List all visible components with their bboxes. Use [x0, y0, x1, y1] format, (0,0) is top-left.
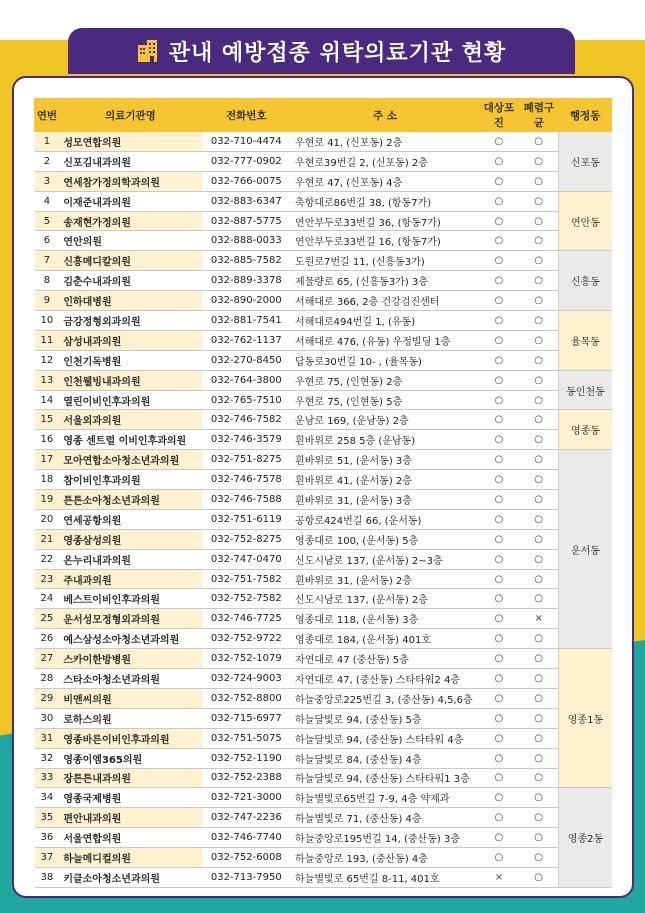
pneumococcal-mark: ○ [519, 509, 559, 529]
clinic-table [34, 98, 612, 888]
phone-number: 032-746-3579 [202, 430, 292, 450]
clinic-name: 인하대병원 [59, 291, 201, 311]
clinic-name: 서울연합의원 [59, 828, 201, 848]
clinic-name: 키클소아청소년과의원 [59, 867, 201, 887]
address: 축항대로86번길 38, (항동7가) [291, 191, 479, 211]
phone-number: 032-762-1137 [202, 330, 292, 350]
phone-number: 032-888-0033 [202, 231, 292, 251]
table-row [35, 788, 612, 808]
row-number: 4 [35, 191, 60, 211]
shingles-mark: × [479, 867, 519, 887]
shingles-mark: ○ [479, 748, 519, 768]
shingles-mark: ○ [479, 211, 519, 231]
phone-number: 032-881-7541 [202, 311, 292, 331]
table-row [35, 828, 612, 848]
header-pneumococcal: 폐렴구균 [519, 99, 559, 132]
phone-number: 032-890-2000 [202, 291, 292, 311]
dong-cell: 동인천동 [559, 370, 612, 410]
clinic-name: 금강정형외과의원 [59, 311, 201, 331]
row-number: 20 [35, 509, 60, 529]
phone-number: 032-752-8800 [202, 688, 292, 708]
phone-number: 032-766-0075 [202, 171, 292, 191]
pneumococcal-mark: ○ [519, 529, 559, 549]
phone-number: 032-751-6119 [202, 509, 292, 529]
clinic-name: 영종바른이비인후과의원 [59, 728, 201, 748]
pneumococcal-mark: × [519, 609, 559, 629]
row-number: 33 [35, 768, 60, 788]
shingles-mark: ○ [479, 231, 519, 251]
address: 연안부두로33번길 36, (항동7가) [291, 211, 479, 231]
table-row [35, 430, 612, 450]
pneumococcal-mark: ○ [519, 688, 559, 708]
clinic-name: 연세공항의원 [59, 509, 201, 529]
shingles-mark: ○ [479, 509, 519, 529]
phone-number: 032-765-7510 [202, 390, 292, 410]
address: 제물량로 65, (신흥동3가) 3층 [291, 271, 479, 291]
clinic-name: 인천기독병원 [59, 350, 201, 370]
table-row [35, 629, 612, 649]
shingles-mark: ○ [479, 688, 519, 708]
shingles-mark: ○ [479, 430, 519, 450]
address: 운남로 169, (운남동) 2층 [291, 410, 479, 430]
row-number: 13 [35, 370, 60, 390]
phone-number: 032-751-5075 [202, 728, 292, 748]
row-number: 10 [35, 311, 60, 331]
phone-number: 032-710-4474 [202, 132, 292, 152]
address: 하늘중앙로225번길 3, (중산동) 4,5,6층 [291, 688, 479, 708]
shingles-mark: ○ [479, 808, 519, 828]
clinic-name: 영종삼성의원 [59, 529, 201, 549]
clinic-name: 베스트이비인후과의원 [59, 589, 201, 609]
phone-number: 032-883-6347 [202, 191, 292, 211]
clinic-name: 비앤씨의원 [59, 688, 201, 708]
row-number: 15 [35, 410, 60, 430]
pneumococcal-mark: ○ [519, 151, 559, 171]
address: 하늘별빛로 71, (중산동) 4층 [291, 808, 479, 828]
clinic-name: 성모연합의원 [59, 132, 201, 152]
phone-number: 032-746-7578 [202, 470, 292, 490]
shingles-mark: ○ [479, 569, 519, 589]
row-number: 14 [35, 390, 60, 410]
phone-number: 032-777-0902 [202, 151, 292, 171]
phone-number: 032-885-7582 [202, 251, 292, 271]
phone-number: 032-752-1190 [202, 748, 292, 768]
clinic-name: 모아연합소아청소년과의원 [59, 450, 201, 470]
table-row [35, 589, 612, 609]
row-number: 2 [35, 151, 60, 171]
table-row [35, 251, 612, 271]
shingles-mark: ○ [479, 768, 519, 788]
table-row [35, 211, 612, 231]
shingles-mark: ○ [479, 151, 519, 171]
shingles-mark: ○ [479, 291, 519, 311]
header-phone: 전화번호 [202, 99, 292, 132]
row-number: 3 [35, 171, 60, 191]
phone-number: 032-889-3378 [202, 271, 292, 291]
shingles-mark: ○ [479, 370, 519, 390]
table-row [35, 768, 612, 788]
row-number: 19 [35, 490, 60, 510]
shingles-mark: ○ [479, 350, 519, 370]
shingles-mark: ○ [479, 788, 519, 808]
table-row [35, 330, 612, 350]
address: 연안부두로33번길 16, (항동7가) [291, 231, 479, 251]
row-number: 32 [35, 748, 60, 768]
pneumococcal-mark: ○ [519, 271, 559, 291]
header-name: 의료기관명 [59, 99, 201, 132]
table-row [35, 509, 612, 529]
shingles-mark: ○ [479, 410, 519, 430]
address: 서해대로 476, (유동) 우정빌딩 1층 [291, 330, 479, 350]
table-row [35, 171, 612, 191]
row-number: 38 [35, 867, 60, 887]
table-header-row [35, 99, 612, 132]
address: 우현로39번길 2, (신포동) 2층 [291, 151, 479, 171]
phone-number: 032-752-7582 [202, 589, 292, 609]
clinic-name: 온누리내과의원 [59, 549, 201, 569]
table-row [35, 688, 612, 708]
clinic-name: 신포김내과의원 [59, 151, 201, 171]
row-number: 36 [35, 828, 60, 848]
address: 하늘달빛로 94, (중산동) 스타타워1 3층 [291, 768, 479, 788]
table-row [35, 529, 612, 549]
dong-cell: 율목동 [559, 311, 612, 371]
clinic-name: 편안내과의원 [59, 808, 201, 828]
pneumococcal-mark: ○ [519, 410, 559, 430]
clinic-name: 하늘메디컬의원 [59, 848, 201, 868]
clinic-name: 튼튼소아청소년과의원 [59, 490, 201, 510]
pneumococcal-mark: ○ [519, 251, 559, 271]
address: 자연대로 47 (중산동) 5층 [291, 649, 479, 669]
address: 하늘달빛로 94, (중산동) 5층 [291, 708, 479, 728]
pneumococcal-mark: ○ [519, 589, 559, 609]
table-row [35, 271, 612, 291]
row-number: 9 [35, 291, 60, 311]
table-row [35, 609, 612, 629]
row-number: 12 [35, 350, 60, 370]
header-dong: 행정동 [559, 99, 612, 132]
table-row [35, 728, 612, 748]
shingles-mark: ○ [479, 669, 519, 689]
table-row [35, 848, 612, 868]
pneumococcal-mark: ○ [519, 450, 559, 470]
table-card [12, 76, 634, 898]
clinic-name: 연세참가정의학과의원 [59, 171, 201, 191]
phone-number: 032-746-7740 [202, 828, 292, 848]
pneumococcal-mark: ○ [519, 569, 559, 589]
pneumococcal-mark: ○ [519, 350, 559, 370]
row-number: 21 [35, 529, 60, 549]
table-row [35, 291, 612, 311]
row-number: 18 [35, 470, 60, 490]
table-row [35, 490, 612, 510]
dong-cell: 영종동 [559, 410, 612, 450]
table-row [35, 669, 612, 689]
table-row [35, 569, 612, 589]
pneumococcal-mark: ○ [519, 828, 559, 848]
clinic-name: 참이비인후과의원 [59, 470, 201, 490]
table-row [35, 410, 612, 430]
pneumococcal-mark: ○ [519, 370, 559, 390]
pneumococcal-mark: ○ [519, 390, 559, 410]
clinic-name: 이재준내과의원 [59, 191, 201, 211]
phone-number: 032-713-7950 [202, 867, 292, 887]
pneumococcal-mark: ○ [519, 470, 559, 490]
row-number: 30 [35, 708, 60, 728]
address: 우현로 75, (인현동) 5층 [291, 390, 479, 410]
phone-number: 032-764-3800 [202, 370, 292, 390]
phone-number: 032-752-1079 [202, 649, 292, 669]
pneumococcal-mark: ○ [519, 669, 559, 689]
table-row [35, 450, 612, 470]
shingles-mark: ○ [479, 728, 519, 748]
phone-number: 032-747-2236 [202, 808, 292, 828]
pneumococcal-mark: ○ [519, 768, 559, 788]
clinic-name: 스카이한방병원 [59, 649, 201, 669]
shingles-mark: ○ [479, 450, 519, 470]
table-row [35, 151, 612, 171]
pneumococcal-mark: ○ [519, 311, 559, 331]
clinic-name: 열린이비인후과의원 [59, 390, 201, 410]
address: 하늘별빛로 65번길 8-11, 401호 [291, 867, 479, 887]
clinic-name: 연안의원 [59, 231, 201, 251]
phone-number: 032-752-6008 [202, 848, 292, 868]
table-row [35, 311, 612, 331]
clinic-name: 운서성모정형외과의원 [59, 609, 201, 629]
address: 공항로424번길 66, (운서동) [291, 509, 479, 529]
address: 우현로 75, (인현동) 2층 [291, 370, 479, 390]
pneumococcal-mark: ○ [519, 748, 559, 768]
table-row [35, 370, 612, 390]
shingles-mark: ○ [479, 828, 519, 848]
address: 하늘달빛로 84, (중산동) 4층 [291, 748, 479, 768]
shingles-mark: ○ [479, 649, 519, 669]
table-row [35, 748, 612, 768]
address: 흰바위로 31, (운서동) 3층 [291, 490, 479, 510]
row-number: 6 [35, 231, 60, 251]
address: 자연대로 47, (중산동) 스타타워2 4층 [291, 669, 479, 689]
header-no: 연번 [35, 99, 60, 132]
address: 우현로 41, (신포동) 2층 [291, 132, 479, 152]
shingles-mark: ○ [479, 708, 519, 728]
table-row [35, 470, 612, 490]
clinic-name: 영종이엠365의원 [59, 748, 201, 768]
row-number: 7 [35, 251, 60, 271]
pneumococcal-mark: ○ [519, 211, 559, 231]
pneumococcal-mark: ○ [519, 728, 559, 748]
address: 흰바위로 41, (운서동) 2층 [291, 470, 479, 490]
row-number: 23 [35, 569, 60, 589]
pneumococcal-mark: ○ [519, 808, 559, 828]
phone-number: 032-752-2388 [202, 768, 292, 788]
address: 신도시남로 137, (운서동) 2~3층 [291, 549, 479, 569]
pneumococcal-mark: ○ [519, 191, 559, 211]
address: 하늘중앙로 193, (중산동) 4층 [291, 848, 479, 868]
shingles-mark: ○ [479, 848, 519, 868]
address: 서해대로 366, 2층 건강검진센터 [291, 291, 479, 311]
row-number: 37 [35, 848, 60, 868]
phone-number: 032-751-8275 [202, 450, 292, 470]
clinic-name: 로하스의원 [59, 708, 201, 728]
row-number: 22 [35, 549, 60, 569]
building-icon [137, 39, 159, 63]
row-number: 24 [35, 589, 60, 609]
table-row [35, 350, 612, 370]
shingles-mark: ○ [479, 330, 519, 350]
table-row [35, 132, 612, 152]
row-number: 17 [35, 450, 60, 470]
shingles-mark: ○ [479, 132, 519, 152]
pneumococcal-mark: ○ [519, 430, 559, 450]
clinic-name: 영종 센트럴 이비인후과의원 [59, 430, 201, 450]
pneumococcal-mark: ○ [519, 132, 559, 152]
clinic-name: 서울외과의원 [59, 410, 201, 430]
shingles-mark: ○ [479, 549, 519, 569]
clinic-name: 송재현가정의원 [59, 211, 201, 231]
phone-number: 032-887-5775 [202, 211, 292, 231]
pneumococcal-mark: ○ [519, 788, 559, 808]
table-row [35, 708, 612, 728]
address: 우현로 47, (신포동) 4층 [291, 171, 479, 191]
phone-number: 032-746-7588 [202, 490, 292, 510]
row-number: 27 [35, 649, 60, 669]
clinic-name: 삼성내과의원 [59, 330, 201, 350]
clinic-name: 영종국제병원 [59, 788, 201, 808]
pneumococcal-mark: ○ [519, 629, 559, 649]
dong-cell: 연안동 [559, 191, 612, 251]
row-number: 28 [35, 669, 60, 689]
dong-cell: 영종2동 [559, 788, 612, 887]
clinic-name: 스타소아청소년과의원 [59, 669, 201, 689]
phone-number: 032-752-9722 [202, 629, 292, 649]
pneumococcal-mark: ○ [519, 171, 559, 191]
pneumococcal-mark: ○ [519, 649, 559, 669]
address: 하늘달빛로 94, (중산동) 스타타워 4층 [291, 728, 479, 748]
clinic-name: 김춘수내과의원 [59, 271, 201, 291]
row-number: 25 [35, 609, 60, 629]
row-number: 29 [35, 688, 60, 708]
phone-number: 032-724-9003 [202, 669, 292, 689]
shingles-mark: ○ [479, 629, 519, 649]
pneumococcal-mark: ○ [519, 848, 559, 868]
address: 서해대로494번길 1, (유동) [291, 311, 479, 331]
shingles-mark: ○ [479, 311, 519, 331]
row-number: 34 [35, 788, 60, 808]
shingles-mark: ○ [479, 271, 519, 291]
table-row [35, 649, 612, 669]
address: 흰바위로 51, (운서동) 3층 [291, 450, 479, 470]
address: 답동로30번길 10- , (율목동) [291, 350, 479, 370]
shingles-mark: ○ [479, 470, 519, 490]
shingles-mark: ○ [479, 251, 519, 271]
row-number: 5 [35, 211, 60, 231]
pneumococcal-mark: ○ [519, 708, 559, 728]
pneumococcal-mark: ○ [519, 549, 559, 569]
shingles-mark: ○ [479, 171, 519, 191]
clinic-name: 인천웰빙내과의원 [59, 370, 201, 390]
table-row [35, 808, 612, 828]
row-number: 31 [35, 728, 60, 748]
address: 신도시남로 137, (운서동) 2층 [291, 589, 479, 609]
dong-cell: 영종1동 [559, 649, 612, 788]
row-number: 1 [35, 132, 60, 152]
dong-cell: 신흥동 [559, 251, 612, 311]
table-row [35, 390, 612, 410]
table-row [35, 231, 612, 251]
row-number: 16 [35, 430, 60, 450]
phone-number: 032-746-7582 [202, 410, 292, 430]
row-number: 8 [35, 271, 60, 291]
row-number: 35 [35, 808, 60, 828]
clinic-name: 주내과의원 [59, 569, 201, 589]
clinic-name: 예스삼성소아청소년과의원 [59, 629, 201, 649]
phone-number: 032-721-3000 [202, 788, 292, 808]
address: 영종대로 100, (운서동) 5층 [291, 529, 479, 549]
row-number: 26 [35, 629, 60, 649]
address: 영종대로 184, (운서동) 401호 [291, 629, 479, 649]
pneumococcal-mark: ○ [519, 330, 559, 350]
address: 영종대로 118, (운서동) 3층 [291, 609, 479, 629]
shingles-mark: ○ [479, 191, 519, 211]
shingles-mark: ○ [479, 529, 519, 549]
dong-cell: 신포동 [559, 132, 612, 192]
address: 흰바위로 258 5층 (운남동) [291, 430, 479, 450]
pneumococcal-mark: ○ [519, 231, 559, 251]
page-title: 관내 예방접종 위탁의료기관 현황 [168, 40, 507, 66]
table-row [35, 549, 612, 569]
clinic-name: 신흥메디칼의원 [59, 251, 201, 271]
phone-number: 032-752-8275 [202, 529, 292, 549]
header-shingles: 대상포진 [479, 99, 519, 132]
phone-number: 032-747-0470 [202, 549, 292, 569]
phone-number: 032-746-7725 [202, 609, 292, 629]
phone-number: 032-270-8450 [202, 350, 292, 370]
shingles-mark: ○ [479, 609, 519, 629]
address: 흰바위로 31, (운서동) 2층 [291, 569, 479, 589]
header-address: 주 소 [291, 99, 479, 132]
address: 하늘별빛로65번길 7-9, 4층 약제과 [291, 788, 479, 808]
address: 하늘중앙로195번길 14, (중산동) 3층 [291, 828, 479, 848]
dong-cell: 운서동 [559, 450, 612, 649]
shingles-mark: ○ [479, 589, 519, 609]
shingles-mark: ○ [479, 490, 519, 510]
table-row [35, 191, 612, 211]
phone-number: 032-751-7582 [202, 569, 292, 589]
title-banner [68, 28, 575, 74]
shingles-mark: ○ [479, 390, 519, 410]
table-row [35, 867, 612, 887]
row-number: 11 [35, 330, 60, 350]
phone-number: 032-715-6977 [202, 708, 292, 728]
pneumococcal-mark: ○ [519, 291, 559, 311]
pneumococcal-mark: ○ [519, 490, 559, 510]
clinic-name: 장튼튼내과의원 [59, 768, 201, 788]
pneumococcal-mark: ○ [519, 867, 559, 887]
address: 도원로7번길 11, (신흥동3가) [291, 251, 479, 271]
